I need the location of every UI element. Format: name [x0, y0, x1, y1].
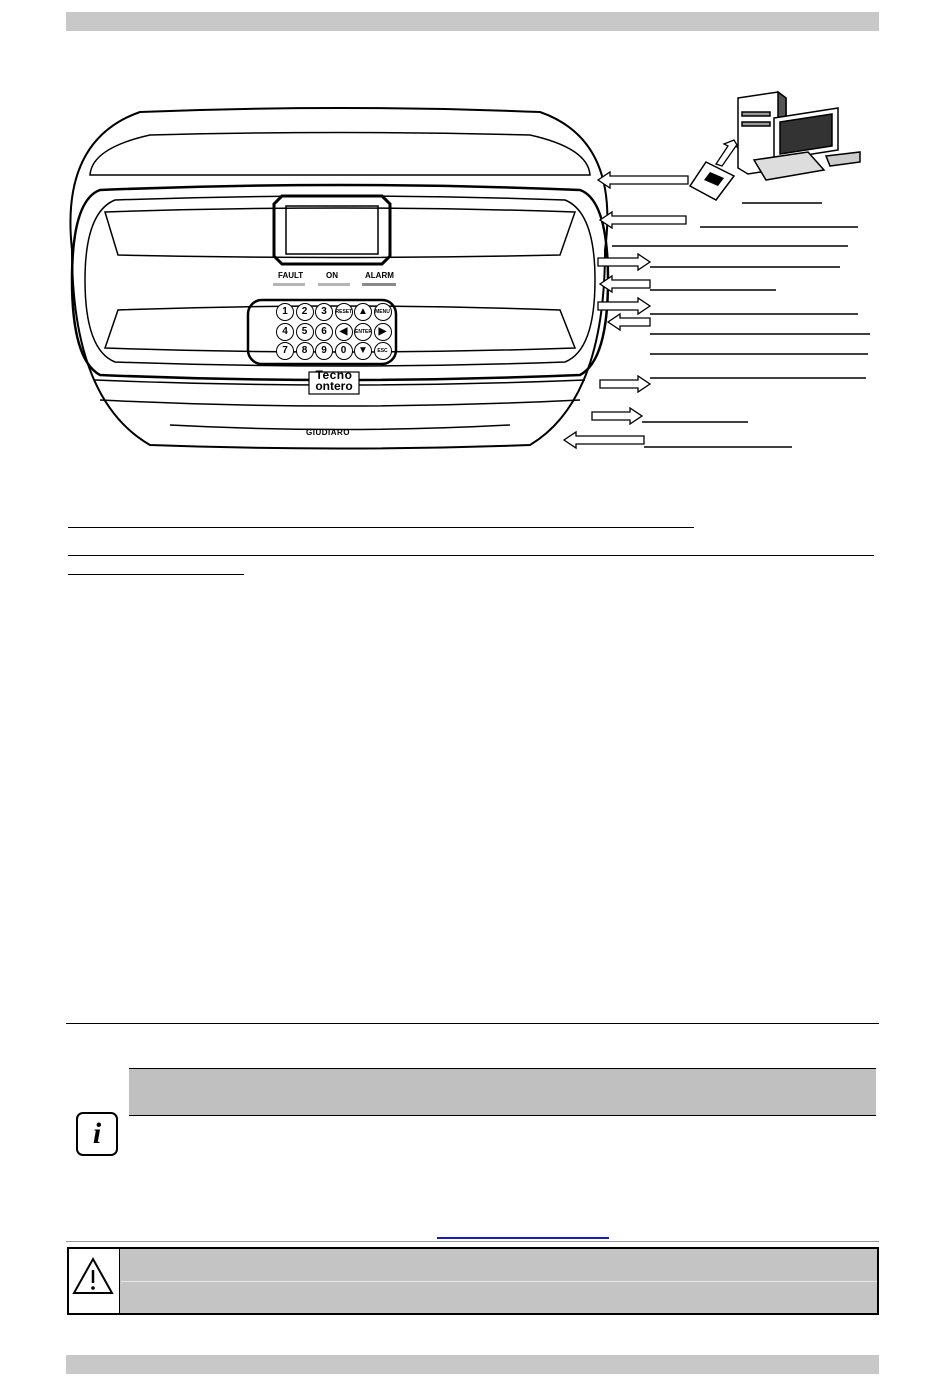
led-fault-label: FAULT	[278, 271, 304, 280]
warning-triangle-icon	[71, 1255, 115, 1299]
keypad	[276, 303, 396, 363]
logo-line1: Tecno	[315, 368, 353, 382]
key-1[interactable]: 1	[276, 303, 294, 321]
arrow-right-icon	[598, 298, 650, 314]
arrow-left-icon	[564, 432, 644, 448]
arrow-right-icon	[600, 376, 650, 392]
body-rule-1	[68, 527, 694, 528]
logo-line2: ontero	[315, 379, 353, 393]
key-5[interactable]: 5	[296, 323, 314, 341]
arrow-left-icon	[600, 276, 650, 292]
warning-inner-rule	[121, 1281, 877, 1282]
key-enter[interactable]: ENTER	[354, 323, 372, 341]
key-reset[interactable]: RESET	[335, 303, 353, 321]
key-9[interactable]: 9	[315, 342, 333, 360]
key-0[interactable]: 0	[335, 342, 353, 360]
led-fault	[273, 283, 305, 286]
arrow-right-icon	[598, 254, 650, 270]
body-rule-3	[68, 574, 244, 575]
led-on	[318, 283, 350, 286]
warning-box	[67, 1247, 879, 1315]
key-up[interactable]: ▲	[354, 303, 372, 321]
key-right[interactable]: ▶	[374, 323, 392, 341]
separator-line	[66, 1241, 879, 1242]
header-bar	[66, 12, 879, 31]
key-left[interactable]: ◀	[335, 323, 353, 341]
device-figure	[60, 100, 620, 460]
arrow-left-icon	[598, 172, 688, 188]
key-2[interactable]: 2	[296, 303, 314, 321]
key-esc[interactable]: ESC	[374, 342, 392, 360]
arrow-left-icon	[608, 314, 650, 330]
link-underline[interactable]	[437, 1237, 609, 1239]
key-6[interactable]: 6	[315, 323, 333, 341]
arrow-left-icon	[600, 212, 686, 228]
key-4[interactable]: 4	[276, 323, 294, 341]
key-down[interactable]: ▼	[354, 342, 372, 360]
key-7[interactable]: 7	[276, 342, 294, 360]
section-divider	[66, 1023, 879, 1024]
sd-card-icon	[686, 158, 740, 204]
led-alarm-label: ALARM	[365, 271, 394, 280]
info-icon: i	[76, 1112, 118, 1156]
led-on-label: ON	[326, 271, 338, 280]
key-8[interactable]: 8	[296, 342, 314, 360]
logo	[309, 370, 359, 392]
device-enclosure-drawing	[60, 100, 620, 460]
body-rule-2	[68, 555, 874, 556]
footer-bar	[66, 1355, 879, 1374]
led-alarm	[362, 283, 396, 286]
arrow-right-icon	[592, 408, 642, 424]
key-3[interactable]: 3	[315, 303, 333, 321]
key-menu[interactable]: MENU	[374, 303, 392, 321]
note-header-box	[129, 1068, 876, 1116]
brand-label: GIUDIARO	[306, 428, 350, 437]
